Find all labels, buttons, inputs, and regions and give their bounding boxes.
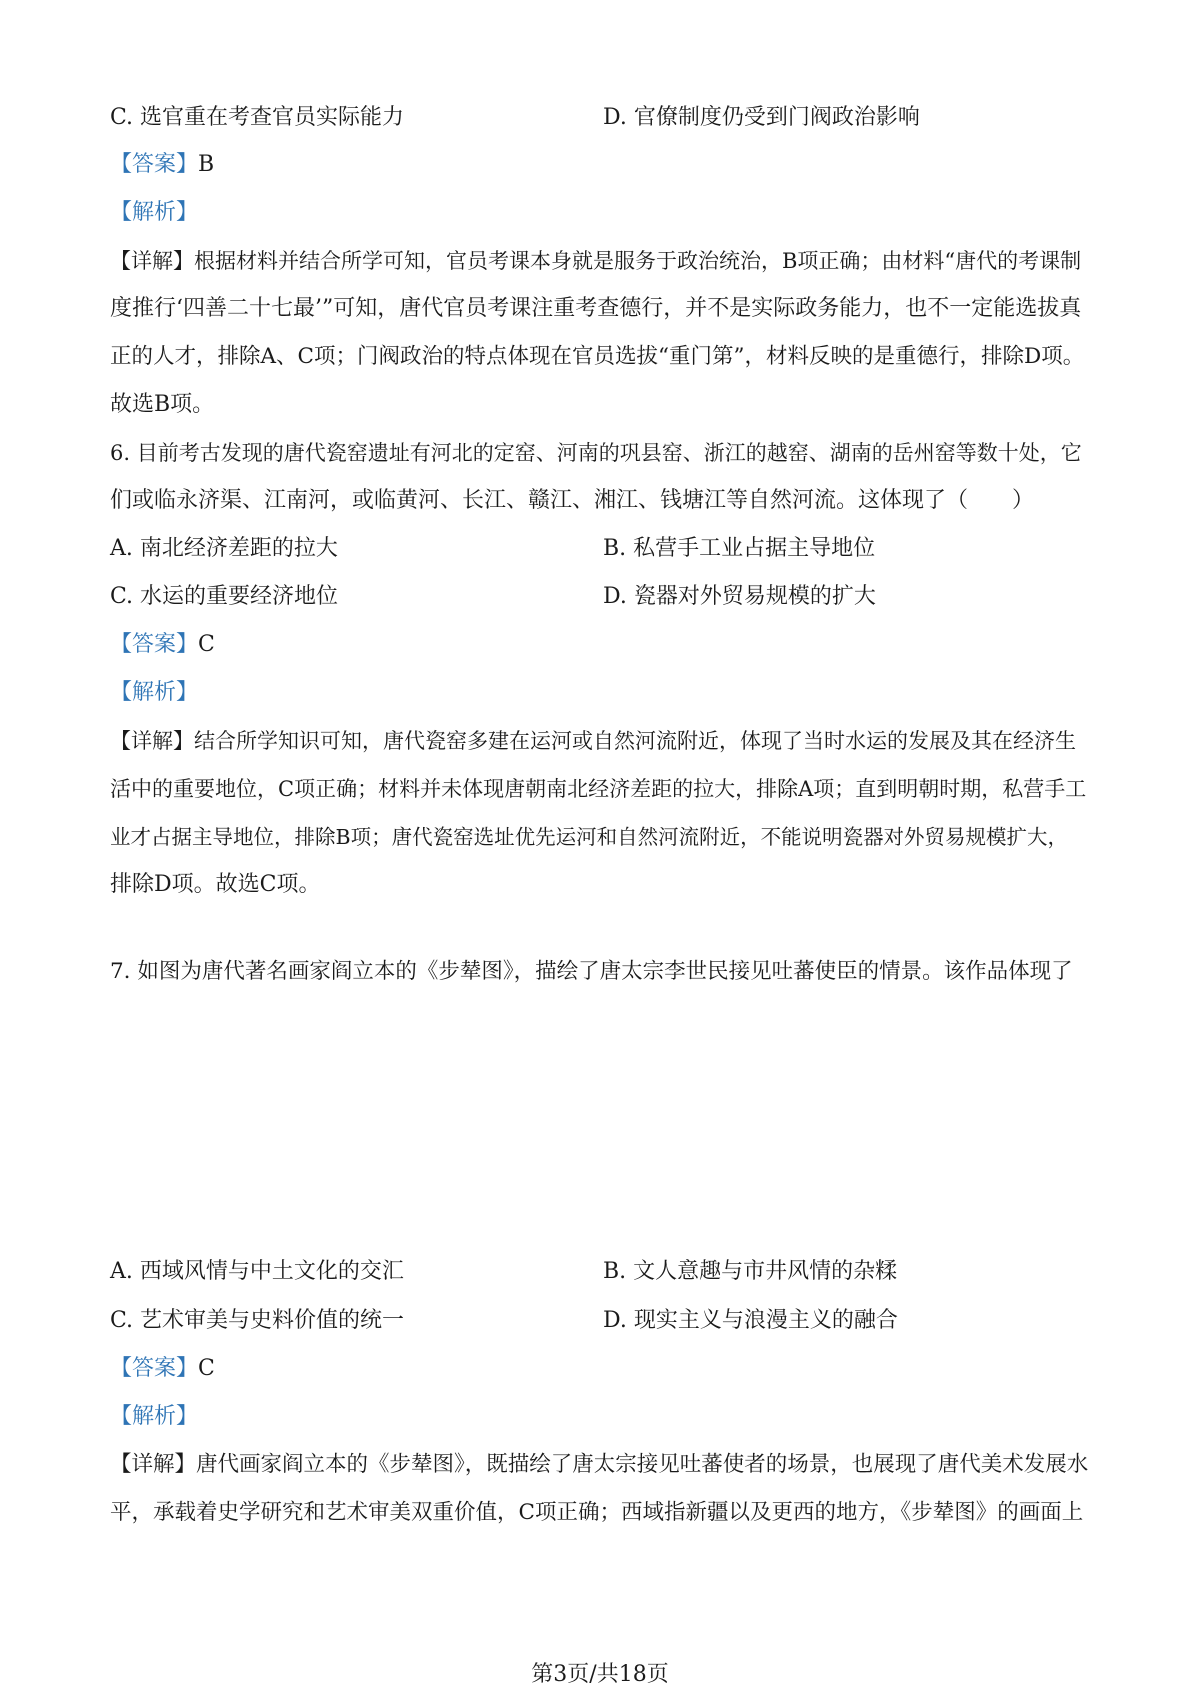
q7-detail-line: 【详解】唐代画家阎立本的《步辇图》，既描绘了唐太宗接见吐蕃使者的场景，也展现了唐代美术发展水 xyxy=(110,1452,1089,1477)
q5-detail-line: 正的人才，排除A、C项；门阀政治的特点体现在官员选拔“重门第”，材料反映的是重德行，排除D项。 xyxy=(110,344,1085,369)
answer-value: C xyxy=(198,632,215,657)
q6-detail-line: 排除D项。故选C项。 xyxy=(110,872,321,897)
detail-tag: 【详解】 xyxy=(110,1452,197,1477)
q7-stem: 7. 如图为唐代著名画家阎立本的《步辇图》，描绘了唐太宗李世民接见吐蕃使臣的情景。该作品体现了 xyxy=(110,959,1073,984)
q6-analysis-tag: 【解析】 xyxy=(110,680,199,705)
q7-option-a: A. 西域风情与中土文化的交汇 xyxy=(110,1259,404,1284)
page-number: 第3页/共18页 xyxy=(531,1662,669,1687)
answer-value: C xyxy=(198,1356,215,1381)
answer-tag: 【答案】 xyxy=(110,1356,199,1381)
detail-tag: 【详解】 xyxy=(110,729,194,753)
q6-stem-line: 6. 目前考古发现的唐代瓷窑遗址有河北的定窑、河南的巩县窑、浙江的越窑、湖南的岳州窑等数十处，它 xyxy=(110,441,1082,465)
q5-answer xyxy=(110,150,214,180)
q7-option-b: B. 文人意趣与市井风情的杂糅 xyxy=(603,1259,898,1284)
answer-tag: 【答案】 xyxy=(110,152,199,177)
q6-option-a: A. 南北经济差距的拉大 xyxy=(110,536,338,561)
q7-option-d: D. 现实主义与浪漫主义的融合 xyxy=(603,1308,898,1333)
q5-option-c: C. 选官重在考查官员实际能力 xyxy=(110,105,405,130)
q7-detail-line: 平，承载着史学研究和艺术审美双重价值，C项正确；西域指新疆以及更西的地方，《步辇图》的画面上 xyxy=(110,1500,1084,1525)
q6-option-d: D. 瓷器对外贸易规模的扩大 xyxy=(603,584,876,609)
q7-option-c: C. 艺术审美与史料价值的统一 xyxy=(110,1308,405,1333)
figure-placeholder xyxy=(110,995,1090,1225)
q6-stem-line: 们或临永济渠、江南河，或临黄河、长江、赣江、湘江、钱塘江等自然河流。这体现了（ ） xyxy=(110,488,1035,513)
q6-option-c: C. 水运的重要经济地位 xyxy=(110,584,339,609)
q5-detail-line: 【详解】根据材料并结合所学可知，官员考课本身就是服务于政治统治，B项正确；由材料“唐代的考课制 xyxy=(110,249,1082,273)
q5-detail-line: 故选B项。 xyxy=(110,392,215,417)
q6-detail-line: 业才占据主导地位，排除B项；唐代瓷窑选址优先运河和自然河流附近，不能说明瓷器对外贸易规模扩大， xyxy=(110,825,1069,849)
q7-analysis-tag: 【解析】 xyxy=(110,1404,199,1429)
q6-detail-line: 活中的重要地位，C项正确；材料并未体现唐朝南北经济差距的拉大，排除A项；直到明朝时期，私营手工 xyxy=(110,777,1087,801)
q6-answer xyxy=(110,630,215,660)
answer-tag: 【答案】 xyxy=(110,632,199,657)
answer-value: B xyxy=(198,152,215,177)
q5-analysis-tag: 【解析】 xyxy=(110,200,199,225)
detail-tag: 【详解】 xyxy=(110,249,194,273)
q7-answer xyxy=(110,1354,215,1384)
q5-detail-line: 度推行‘四善二十七最’”可知，唐代官员考课注重考查德行，并不是实际政务能力，也不一定能选拔真 xyxy=(110,296,1082,321)
q5-option-d: D. 官僚制度仍受到门阀政治影响 xyxy=(603,105,920,130)
q6-option-b: B. 私营手工业占据主导地位 xyxy=(603,536,876,561)
q6-detail-line: 【详解】结合所学知识可知，唐代瓷窑多建在运河或自然河流附近，体现了当时水运的发展及其在经济生 xyxy=(110,729,1076,753)
